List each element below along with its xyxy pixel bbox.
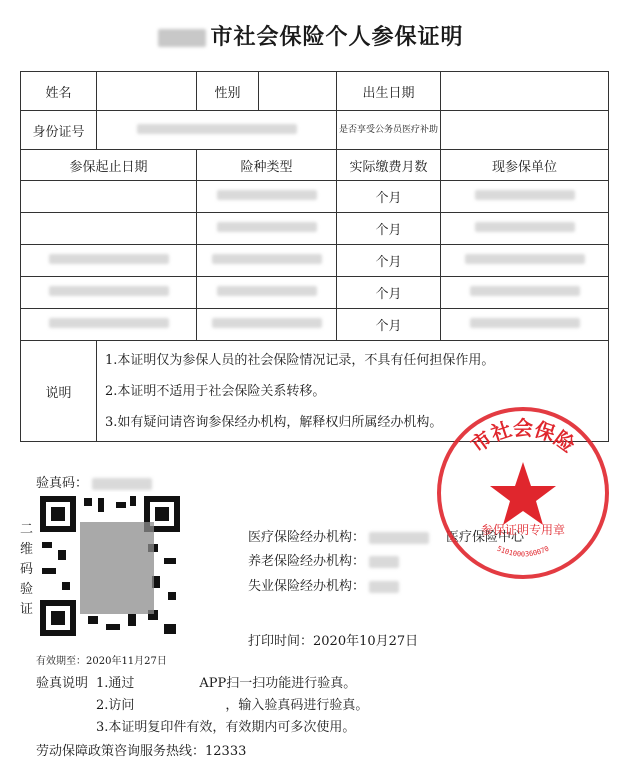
verify-code-label: 验真码： bbox=[36, 476, 89, 491]
verify-code bbox=[36, 472, 152, 491]
table-row bbox=[21, 277, 609, 309]
note-line-3: 3.如有疑问请咨询参保经办机构，解释权归所属经办机构。 bbox=[105, 414, 443, 430]
official-seal bbox=[432, 402, 614, 584]
city-redacted bbox=[158, 29, 206, 47]
table-row bbox=[21, 309, 609, 341]
name-label: 姓名 bbox=[21, 72, 97, 111]
qr-label: 二维码验证 bbox=[20, 522, 34, 617]
page-title bbox=[0, 20, 622, 51]
header-employer: 现参保单位 bbox=[441, 150, 609, 181]
hotline: 劳动保障政策咨询服务热线：12333 bbox=[36, 744, 247, 759]
months-unit: 个月 bbox=[337, 213, 441, 245]
months-unit: 个月 bbox=[337, 181, 441, 213]
verify-step-2: 2.访问 ，输入验真码进行验真。 bbox=[96, 698, 369, 713]
id-label: 身份证号 bbox=[21, 111, 97, 150]
note-line-1: 1.本证明仅为参保人员的社会保险情况记录，不具有任何担保作用。 bbox=[105, 352, 495, 368]
svg-text:5101000360070 bbox=[496, 545, 551, 559]
notes-label: 说明 bbox=[21, 341, 97, 442]
table-row bbox=[21, 181, 609, 213]
gender-value bbox=[259, 72, 337, 111]
birth-value bbox=[441, 72, 609, 111]
agency-unemployment-label: 失业保险经办机构： bbox=[248, 579, 366, 594]
months-unit: 个月 bbox=[337, 245, 441, 277]
title-text: 市社会保险个人参保证明 bbox=[210, 24, 464, 50]
agency-pension bbox=[248, 550, 399, 569]
table-row bbox=[21, 213, 609, 245]
name-value bbox=[97, 72, 197, 111]
seal-bottom-text: 参保证明专用章 bbox=[480, 523, 566, 537]
agency-medical-label: 医疗保险经办机构： bbox=[248, 530, 366, 545]
header-period: 参保起止日期 bbox=[21, 150, 197, 181]
note-line-2: 2.本证明不适用于社会保险关系转移。 bbox=[105, 383, 326, 399]
svg-text:市社会保险 bbox=[466, 416, 579, 457]
verify-step-3: 3.本证明复印件有效，有效期内可多次使用。 bbox=[96, 720, 356, 735]
months-unit: 个月 bbox=[337, 277, 441, 309]
subsidy-value bbox=[441, 111, 609, 150]
seal-top-text: 市社会保险 bbox=[466, 416, 580, 458]
seal-star-icon bbox=[490, 462, 556, 525]
table-row bbox=[21, 245, 609, 277]
subsidy-label: 是否享受公务员医疗补助 bbox=[337, 111, 441, 150]
print-time: 打印时间：2020年10月27日 bbox=[248, 634, 419, 649]
verify-title: 验真说明 bbox=[36, 676, 89, 691]
verify-code-value bbox=[92, 478, 152, 490]
header-type: 险种类型 bbox=[197, 150, 337, 181]
agency-medical bbox=[248, 526, 429, 545]
agency-unemployment bbox=[248, 575, 399, 594]
verify-step-1: 1.通过 APP扫一扫功能进行验真。 bbox=[96, 676, 357, 691]
insurance-table bbox=[20, 71, 609, 442]
qr-code[interactable] bbox=[36, 492, 184, 640]
agency-medical-value: 医疗保险中心 bbox=[446, 530, 525, 545]
months-unit: 个月 bbox=[337, 309, 441, 341]
header-months: 实际缴费月数 bbox=[337, 150, 441, 181]
agency-pension-label: 养老保险经办机构： bbox=[248, 554, 366, 569]
seal-number: 5101000360070 bbox=[495, 544, 551, 559]
valid-until: 有效期至：2020年11月27日 bbox=[36, 656, 167, 667]
gender-label: 性别 bbox=[197, 72, 259, 111]
birth-label: 出生日期 bbox=[337, 72, 441, 111]
id-value bbox=[97, 111, 337, 150]
